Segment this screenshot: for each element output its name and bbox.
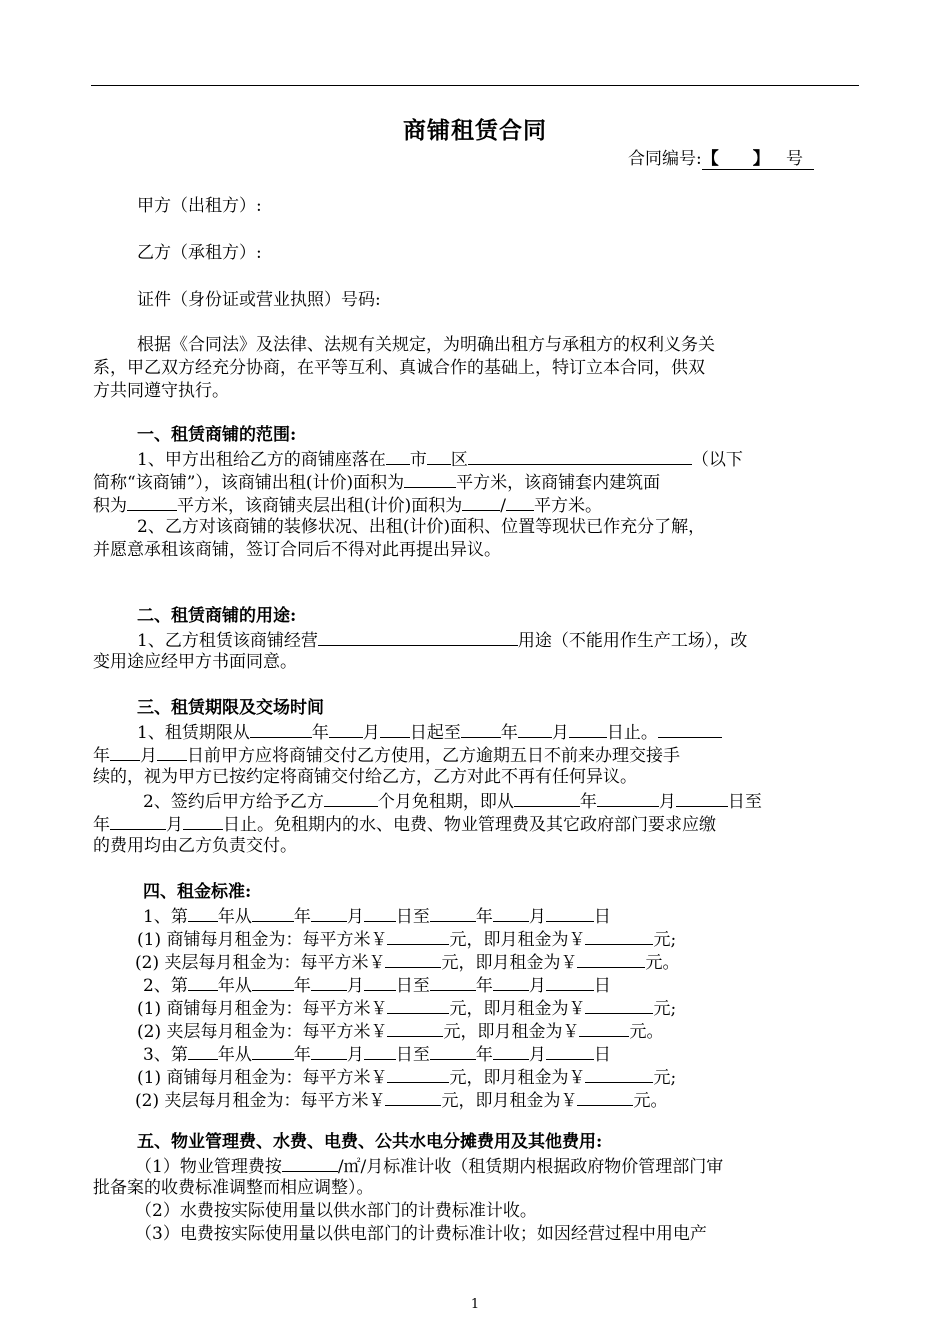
shop-rent-line: (1) 商铺每月租金为：每平方米￥ 元，即月租金为￥ 元; bbox=[137, 995, 676, 1021]
header-rule bbox=[91, 85, 859, 86]
section-5-line: （2）水费按实际使用量以供水部门的计费标准计收。 bbox=[135, 1201, 537, 1221]
mezzanine-rent-line: (2) 夹层每月租金为：每平方米￥ 元，即月租金为￥ 元。 bbox=[137, 1018, 663, 1044]
section-1-line: 2、乙方对该商铺的装修状况、出租(计价)面积、位置等现状已作充分了解， bbox=[137, 517, 706, 537]
rent-period-line: 3、第 年从 年 月 日至 年 月 日 bbox=[143, 1041, 611, 1067]
document-title: 商铺租赁合同 bbox=[403, 117, 547, 144]
section-1-heading: 一、租赁商铺的范围: bbox=[137, 425, 297, 445]
section-1-line: 并愿意承租该商铺，签订合同后不得对此再提出异议。 bbox=[93, 540, 501, 560]
shop-rent-line: (1) 商铺每月租金为：每平方米￥ 元，即月租金为￥ 元; bbox=[137, 926, 676, 952]
section-2-line: 1、乙方租赁该商铺经营 用途（不能用作生产工场），改 bbox=[137, 627, 747, 653]
mezzanine-rent-line: (2) 夹层每月租金为：每平方米￥ 元，即月租金为￥ 元。 bbox=[135, 1087, 667, 1113]
page-number: 1 bbox=[470, 1297, 480, 1312]
contract-number bbox=[628, 147, 814, 171]
section-3-line: 年 月 日前甲方应将商铺交付乙方使用，乙方逾期五日不前来办理交接手 bbox=[93, 742, 680, 768]
rent-period-line: 2、第 年从 年 月 日至 年 月 日 bbox=[143, 972, 611, 998]
contract-number-label: 合同编号: bbox=[628, 149, 702, 169]
id-number-label: 证件（身份证或营业执照）号码: bbox=[137, 290, 381, 310]
section-2-heading: 二、租赁商铺的用途: bbox=[137, 606, 297, 626]
mezzanine-rent-line: (2) 夹层每月租金为：每平方米￥ 元，即月租金为￥ 元。 bbox=[135, 949, 679, 975]
intro-line: 系，甲乙双方经充分协商，在平等互利、真诚合作的基础上，特订立本合同，供双 bbox=[93, 358, 705, 378]
rent-period-line: 1、第 年从 年 月 日至 年 月 日 bbox=[143, 903, 611, 929]
section-3-line: 续的，视为甲方已按约定将商铺交付给乙方，乙方对此不再有任何异议。 bbox=[93, 767, 637, 787]
contract-number-suffix: 号 bbox=[770, 149, 814, 170]
contract-number-bracket: 【 】 bbox=[701, 149, 770, 169]
party-a-label: 甲方（出租方）: bbox=[137, 196, 262, 216]
section-1-line: 积为 平方米，该商铺夹层出租(计价)面积为 / 平方米。 bbox=[93, 492, 602, 518]
section-3-heading: 三、租赁期限及交场时间 bbox=[137, 698, 324, 718]
intro-line: 根据《合同法》及法律、法规有关规定，为明确出租方与承租方的权利义务关 bbox=[137, 335, 715, 355]
section-1-line: 简称“该商铺”），该商铺出租(计价)面积为 平方米，该商铺套内建筑面 bbox=[93, 469, 660, 495]
section-3-line: 1、租赁期限从 年 月 日起至 年 月 日止。 bbox=[137, 719, 722, 745]
intro-line: 方共同遵守执行。 bbox=[93, 381, 229, 401]
section-3-line: 的费用均由乙方负责交付。 bbox=[93, 836, 297, 856]
section-3-line: 年 月 日止。免租期内的水、电费、物业管理费及其它政府部门要求应缴 bbox=[93, 811, 716, 837]
section-5-line: 批备案的收费标准调整而相应调整）。 bbox=[93, 1178, 374, 1198]
section-5-line: （3）电费按实际使用量以供电部门的计费标准计收；如因经营过程中用电产 bbox=[135, 1224, 707, 1244]
section-1-line: 1、甲方出租给乙方的商铺座落在 市 区 （以下 bbox=[137, 446, 743, 472]
section-4-heading: 四、租金标准: bbox=[143, 882, 252, 902]
party-b-label: 乙方（承租方）: bbox=[137, 243, 262, 263]
shop-rent-line: (1) 商铺每月租金为：每平方米￥ 元，即月租金为￥ 元; bbox=[137, 1064, 676, 1090]
section-5-line: （1）物业管理费按 /㎡/月标准计收（租赁期内根据政府物价管理部门审 bbox=[135, 1153, 723, 1179]
section-3-line: 2、签约后甲方给予乙方 个月免租期，即从 年 月 日至 bbox=[143, 788, 762, 814]
section-5-heading: 五、物业管理费、水费、电费、公共水电分摊费用及其他费用: bbox=[137, 1132, 603, 1152]
section-2-line: 变用途应经甲方书面同意。 bbox=[93, 652, 297, 672]
